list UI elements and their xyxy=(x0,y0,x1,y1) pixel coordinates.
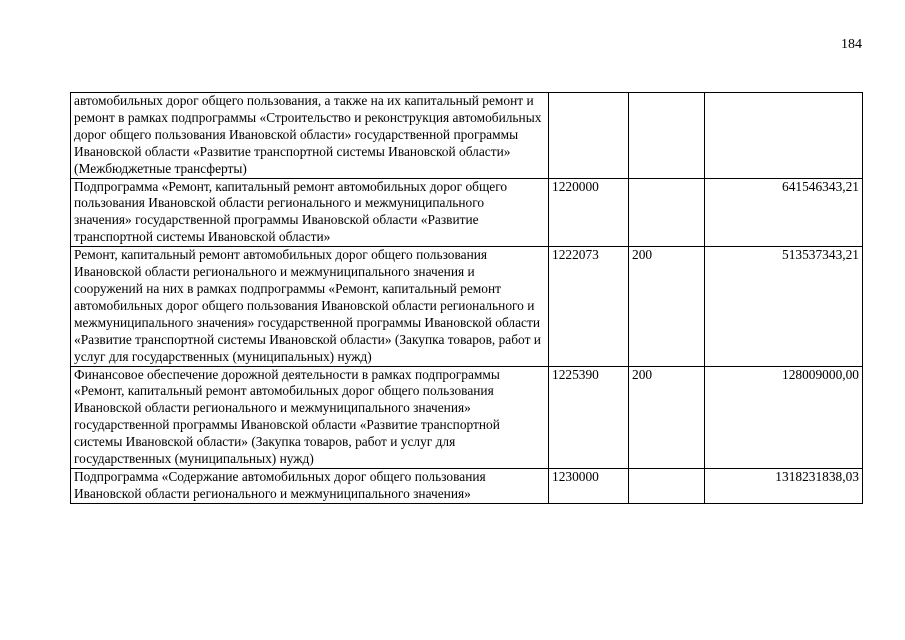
row-expense-type xyxy=(629,93,705,179)
row-amount: 128009000,00 xyxy=(705,366,863,468)
row-name: Подпрограмма «Содержание автомобильных дорог общего пользования Ивановской области регионального и межмуниципального значения» xyxy=(71,468,549,503)
row-target-code: 1230000 xyxy=(549,468,629,503)
table-row xyxy=(71,468,863,503)
row-amount xyxy=(705,93,863,179)
row-name: Ремонт, капитальный ремонт автомобильных дорог общего пользования Ивановской области регионального и межмуниципального значения и сооружений на них в рамках подпрограммы «Ремонт, капитальный ремонт автомобильных дорог общего пользования Ивановской области регионального и межмуниципального значения» государственной программы Ивановской области «Развитие транспортной системы Ивановской области» (Закупка товаров, работ и услуг для государственных (муниципальных) нужд) xyxy=(71,247,549,366)
row-target-code: 1225390 xyxy=(549,366,629,468)
row-expense-type: 200 xyxy=(629,366,705,468)
row-target-code: 1222073 xyxy=(549,247,629,366)
row-expense-type: 200 xyxy=(629,247,705,366)
row-name: Подпрограмма «Ремонт, капитальный ремонт автомобильных дорог общего пользования Ивановской области регионального и межмуниципального значения» государственной программы Ивановской области «Развитие транспортной системы Ивановской области» xyxy=(71,178,549,247)
budget-table xyxy=(70,92,863,504)
table-row xyxy=(71,366,863,468)
row-expense-type xyxy=(629,178,705,247)
table-row xyxy=(71,93,863,179)
row-amount: 641546343,21 xyxy=(705,178,863,247)
row-name: автомобильных дорог общего пользования, а также на их капитальный ремонт и ремонт в рамках подпрограммы «Строительство и реконструкция автомобильных дорог общего пользования Ивановской области» государственной программы Ивановской области «Развитие транспортной системы Ивановской области» (Межбюджетные трансферты) xyxy=(71,93,549,179)
page-number: 184 xyxy=(841,37,862,52)
row-name: Финансовое обеспечение дорожной деятельности в рамках подпрограммы «Ремонт, капитальный ремонт автомобильных дорог общего пользования Ивановской области регионального и межмуниципального значения» государственной программы Ивановской области «Развитие транспортной системы Ивановской области» (Закупка товаров, работ и услуг для государственных (муниципальных) нужд) xyxy=(71,366,549,468)
table-row xyxy=(71,178,863,247)
table-row xyxy=(71,247,863,366)
row-amount: 1318231838,03 xyxy=(705,468,863,503)
row-expense-type xyxy=(629,468,705,503)
row-target-code: 1220000 xyxy=(549,178,629,247)
row-amount: 513537343,21 xyxy=(705,247,863,366)
row-target-code xyxy=(549,93,629,179)
